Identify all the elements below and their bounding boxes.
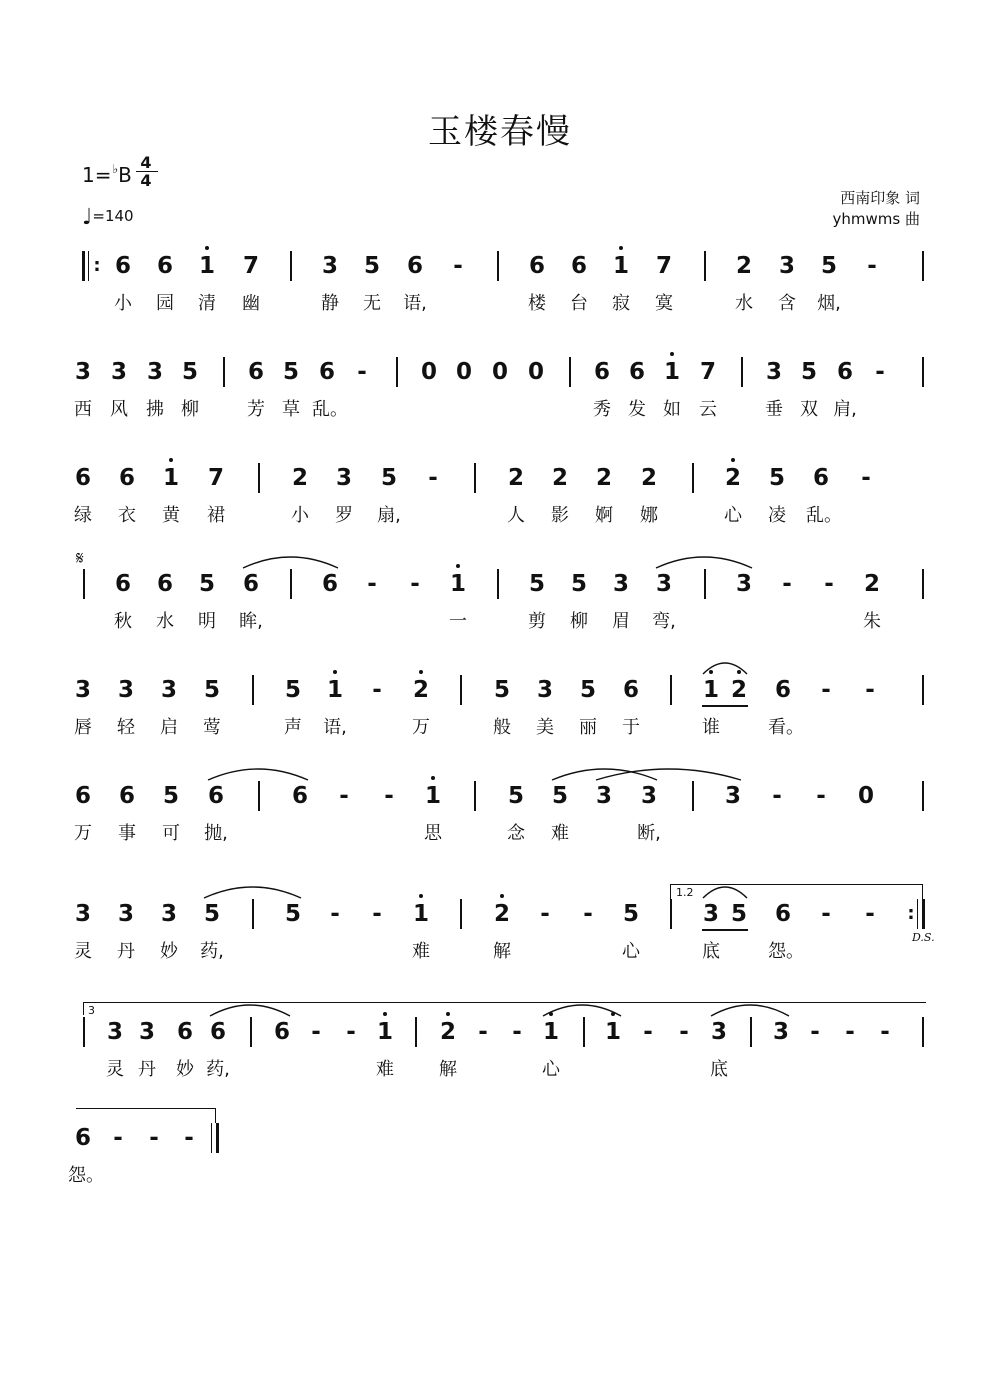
- note: 0: [455, 359, 472, 385]
- note: 3: [335, 465, 352, 491]
- note: 5: [579, 677, 596, 703]
- lyric-syllable: 水: [735, 293, 753, 314]
- note: 3: [146, 359, 163, 385]
- note: 3: [110, 359, 127, 385]
- note: 2: [291, 465, 308, 491]
- lyric-syllable: 风: [110, 399, 128, 420]
- note: 2: [551, 465, 568, 491]
- lyric-syllable: 乱。: [806, 505, 842, 526]
- note: 3: [735, 571, 752, 597]
- note: 5: [380, 465, 397, 491]
- lyric-syllable: 难: [376, 1059, 394, 1080]
- note: 6: [247, 359, 264, 385]
- note: 3: [655, 571, 672, 597]
- repeat-end-dots: :: [907, 903, 915, 924]
- lyric-syllable: 肩,: [833, 399, 857, 420]
- dash-note: -: [875, 359, 885, 385]
- lyric-syllable: 楼: [528, 293, 546, 314]
- note: 1: [663, 359, 680, 385]
- note: 6: [321, 571, 338, 597]
- lyric-syllable: 云: [699, 399, 717, 420]
- note: 7: [242, 253, 259, 279]
- dash-note: -: [821, 677, 831, 703]
- note: 1: [604, 1019, 621, 1045]
- lyric-syllable: 秋: [114, 611, 132, 632]
- lyric-syllable: 扇,: [377, 505, 401, 526]
- note: 6: [74, 465, 91, 491]
- key-tonic: B: [118, 163, 132, 187]
- lyric-syllable: 绿: [74, 505, 92, 526]
- note: 1: [412, 901, 429, 927]
- lyricist-credit: 西南印象 词: [840, 189, 920, 207]
- lyric-syllable: 怨。: [768, 941, 804, 962]
- lyric-syllable: 西: [74, 399, 92, 420]
- lyric-syllable: 柳: [181, 399, 199, 420]
- lyric-syllable: 莺: [203, 717, 221, 738]
- lyric-syllable: 园: [156, 293, 174, 314]
- note: 1: [326, 677, 343, 703]
- lyric-syllable: 丽: [579, 717, 597, 738]
- lyric-syllable: 芳: [247, 399, 265, 420]
- note: 3: [160, 901, 177, 927]
- note: 3: [117, 901, 134, 927]
- lyric-syllable: 药,: [206, 1059, 230, 1080]
- note: 2: [735, 253, 752, 279]
- volta-label-3: 3: [88, 1004, 95, 1017]
- note: 6: [209, 1019, 226, 1045]
- lyric-syllable: 垂: [765, 399, 783, 420]
- note: 2: [863, 571, 880, 597]
- key-prefix: 1=: [82, 163, 112, 187]
- lyric-syllable: 草: [282, 399, 300, 420]
- dash-note: -: [311, 1019, 321, 1045]
- lyric-syllable: 语,: [323, 717, 347, 738]
- lyric-syllable: 罗: [335, 505, 353, 526]
- note: 5: [528, 571, 545, 597]
- note: 6: [628, 359, 645, 385]
- note: 6: [528, 253, 545, 279]
- dash-note: -: [346, 1019, 356, 1045]
- lyric-syllable: 灵: [74, 941, 92, 962]
- note: 3: [117, 677, 134, 703]
- note: 7: [655, 253, 672, 279]
- lyric-syllable: 黄: [162, 505, 180, 526]
- lyric-syllable: 解: [439, 1059, 457, 1080]
- note: 3: [612, 571, 629, 597]
- note: 3: [772, 1019, 789, 1045]
- note: 6: [156, 253, 173, 279]
- lyric-syllable: 人: [507, 505, 525, 526]
- note: 1: [449, 571, 466, 597]
- note: 6: [176, 1019, 193, 1045]
- dash-note: -: [865, 901, 875, 927]
- lyric-syllable: 影: [551, 505, 569, 526]
- lyric-syllable: 发: [628, 399, 646, 420]
- lyric-syllable: 声: [284, 717, 302, 738]
- note: 7: [207, 465, 224, 491]
- note: 0: [527, 359, 544, 385]
- note: 2: [724, 465, 741, 491]
- lyric-syllable: 朱: [863, 611, 881, 632]
- note: 1: [162, 465, 179, 491]
- lyric-syllable: 娜: [640, 505, 658, 526]
- lyric-syllable: 妙: [160, 941, 178, 962]
- dash-note: -: [410, 571, 420, 597]
- note: 5: [198, 571, 215, 597]
- slur: [204, 887, 301, 898]
- dash-note: -: [810, 1019, 820, 1045]
- note: 7: [699, 359, 716, 385]
- dash-note: -: [540, 901, 550, 927]
- lyric-syllable: 裙: [207, 505, 225, 526]
- lyric-syllable: 水: [156, 611, 174, 632]
- repeat-dots: :: [93, 255, 101, 276]
- note: 6: [406, 253, 423, 279]
- note: 6: [622, 677, 639, 703]
- dash-note: -: [679, 1019, 689, 1045]
- dash-note: -: [861, 465, 871, 491]
- note: 6: [74, 783, 91, 809]
- lyric-syllable: 清: [198, 293, 216, 314]
- lyric-syllable: 解: [493, 941, 511, 962]
- note: 5: [820, 253, 837, 279]
- lyric-syllable: 寞: [655, 293, 673, 314]
- note: 6: [836, 359, 853, 385]
- dash-note: -: [357, 359, 367, 385]
- note: 0: [857, 783, 874, 809]
- slur: [210, 1005, 290, 1016]
- lyric-syllable: 烟,: [817, 293, 841, 314]
- note: 5: [181, 359, 198, 385]
- dash-note: -: [880, 1019, 890, 1045]
- slur: [243, 557, 338, 568]
- note: 3: [321, 253, 338, 279]
- lyric-syllable: 寂: [612, 293, 630, 314]
- dash-note: -: [782, 571, 792, 597]
- lyric-syllable: 静: [321, 293, 339, 314]
- note: 2: [493, 901, 510, 927]
- lyric-syllable: 丹: [117, 941, 135, 962]
- dash-note: -: [339, 783, 349, 809]
- lyric-syllable: 于: [622, 717, 640, 738]
- note: 5: [768, 465, 785, 491]
- note: 3: [765, 359, 782, 385]
- note: 1: [612, 253, 629, 279]
- lyric-syllable: 怨。: [68, 1165, 104, 1186]
- volta-label-1-2: 1.2: [676, 886, 694, 899]
- dash-note: -: [478, 1019, 488, 1045]
- dash-note: -: [384, 783, 394, 809]
- note: 1: [542, 1019, 559, 1045]
- lyric-syllable: 美: [536, 717, 554, 738]
- flat-sign: ♭: [112, 162, 119, 176]
- note: 5: [203, 677, 220, 703]
- lyric-syllable: 心: [542, 1059, 560, 1080]
- note: 5: [570, 571, 587, 597]
- dash-note: -: [845, 1019, 855, 1045]
- lyric-syllable: 难: [412, 941, 430, 962]
- lyric-syllable: 启: [160, 717, 178, 738]
- note: 5: [551, 783, 568, 809]
- slur: [208, 769, 308, 780]
- lyric-syllable: 双: [800, 399, 818, 420]
- dash-note: -: [428, 465, 438, 491]
- note: 3: [710, 1019, 727, 1045]
- lyric-syllable: 含: [778, 293, 796, 314]
- time-signature-bottom: 4: [140, 171, 152, 190]
- dash-note: -: [184, 1125, 194, 1151]
- lyric-syllable: 婀: [595, 505, 613, 526]
- lyric-syllable: 药,: [200, 941, 224, 962]
- note: 1: [198, 253, 215, 279]
- note: 6: [156, 571, 173, 597]
- lyric-syllable: 剪: [528, 611, 546, 632]
- note: 6: [114, 571, 131, 597]
- note: 0: [420, 359, 437, 385]
- note: 3: [138, 1019, 155, 1045]
- note: 3: [160, 677, 177, 703]
- lyric-syllable: 眸,: [239, 611, 263, 632]
- composer-credit: yhmwms 曲: [832, 210, 920, 228]
- note: 6: [570, 253, 587, 279]
- dash-note: -: [583, 901, 593, 927]
- lyric-syllable: 万: [74, 823, 92, 844]
- lyric-syllable: 幽: [242, 293, 260, 314]
- song-title: 玉楼春慢: [428, 112, 572, 152]
- note: 6: [774, 901, 791, 927]
- lyric-syllable: 谁: [702, 717, 720, 738]
- note: 6: [273, 1019, 290, 1045]
- lyric-syllable: 弯,: [652, 611, 676, 632]
- note: 2: [412, 677, 429, 703]
- lyric-syllable: 丹: [138, 1059, 156, 1080]
- note: 6: [774, 677, 791, 703]
- dash-note: -: [821, 901, 831, 927]
- note: 5: [363, 253, 380, 279]
- dash-note: -: [865, 677, 875, 703]
- note: 1: [424, 783, 441, 809]
- note: 2: [507, 465, 524, 491]
- dash-note: -: [824, 571, 834, 597]
- note: 5: [284, 677, 301, 703]
- note: 6: [114, 253, 131, 279]
- note: 5: [493, 677, 510, 703]
- dash-note: -: [772, 783, 782, 809]
- lyric-syllable: 乱。: [312, 399, 348, 420]
- note: 6: [242, 571, 259, 597]
- lyric-syllable: 底: [710, 1059, 728, 1080]
- lyric-syllable: 台: [570, 293, 588, 314]
- note: 2: [730, 677, 747, 703]
- note: 6: [593, 359, 610, 385]
- lyric-syllable: 秀: [593, 399, 611, 420]
- note: 6: [207, 783, 224, 809]
- lyric-syllable: 万: [412, 717, 430, 738]
- note: 3: [74, 901, 91, 927]
- lyric-syllable: 念: [507, 823, 525, 844]
- slur: [703, 663, 747, 674]
- note: 2: [595, 465, 612, 491]
- note: 1: [376, 1019, 393, 1045]
- note: 5: [622, 901, 639, 927]
- note: 1: [702, 677, 719, 703]
- note: 5: [730, 901, 747, 927]
- lyric-syllable: 唇: [74, 717, 92, 738]
- note: 2: [640, 465, 657, 491]
- note: 6: [812, 465, 829, 491]
- lyric-syllable: 底: [702, 941, 720, 962]
- note: 3: [640, 783, 657, 809]
- slur: [543, 1005, 621, 1016]
- dash-note: -: [512, 1019, 522, 1045]
- note: 5: [507, 783, 524, 809]
- tempo-text: =140: [92, 207, 134, 225]
- note: 3: [106, 1019, 123, 1045]
- note: 3: [536, 677, 553, 703]
- lyric-syllable: 可: [162, 823, 180, 844]
- note: 5: [162, 783, 179, 809]
- lyric-syllable: 小: [291, 505, 309, 526]
- lyric-syllable: 拂: [146, 399, 164, 420]
- note: 6: [118, 783, 135, 809]
- lyric-syllable: 如: [663, 399, 681, 420]
- lyric-syllable: 心: [724, 505, 742, 526]
- dash-note: -: [453, 253, 463, 279]
- note: 5: [282, 359, 299, 385]
- quarter-note-icon: ♩: [82, 205, 93, 230]
- lyric-syllable: 妙: [176, 1059, 194, 1080]
- lyric-syllable: 无: [363, 293, 381, 314]
- note: 5: [203, 901, 220, 927]
- note: 3: [724, 783, 741, 809]
- note: 3: [778, 253, 795, 279]
- lyric-syllable: 柳: [570, 611, 588, 632]
- dash-note: -: [330, 901, 340, 927]
- lyric-syllable: 难: [551, 823, 569, 844]
- lyric-syllable: 眉: [612, 611, 630, 632]
- note: 5: [284, 901, 301, 927]
- note: 5: [800, 359, 817, 385]
- lyric-syllable: 衣: [118, 505, 136, 526]
- lyric-syllable: 轻: [117, 717, 135, 738]
- note: 3: [702, 901, 719, 927]
- dash-note: -: [372, 901, 382, 927]
- lyric-syllable: 思: [424, 823, 442, 844]
- note: 2: [439, 1019, 456, 1045]
- dash-note: -: [372, 677, 382, 703]
- dash-note: -: [643, 1019, 653, 1045]
- note: 6: [118, 465, 135, 491]
- note: 0: [491, 359, 508, 385]
- dash-note: -: [113, 1125, 123, 1151]
- note: 3: [74, 359, 91, 385]
- dash-note: -: [149, 1125, 159, 1151]
- slur: [656, 557, 752, 568]
- note: 6: [318, 359, 335, 385]
- slur: [596, 769, 741, 780]
- lyric-syllable: 明: [198, 611, 216, 632]
- note: 6: [74, 1125, 91, 1151]
- lyric-syllable: 小: [114, 293, 132, 314]
- lyric-syllable: 般: [493, 717, 511, 738]
- lyric-syllable: 看。: [768, 717, 804, 738]
- note: 3: [74, 677, 91, 703]
- lyric-syllable: 一: [449, 611, 467, 632]
- lyric-syllable: 凌: [768, 505, 786, 526]
- segno-icon: 𝄋: [76, 548, 84, 569]
- lyric-syllable: 抛,: [204, 823, 228, 844]
- dash-note: -: [816, 783, 826, 809]
- lyric-syllable: 断,: [637, 823, 661, 844]
- lyric-syllable: 心: [622, 941, 640, 962]
- slur: [711, 1005, 789, 1016]
- lyric-syllable: 灵: [106, 1059, 124, 1080]
- note: 6: [291, 783, 308, 809]
- slur: [703, 887, 747, 898]
- lyric-syllable: 语,: [403, 293, 427, 314]
- ds-marking: D.S.: [912, 931, 935, 944]
- dash-note: -: [367, 571, 377, 597]
- lyric-syllable: 事: [118, 823, 136, 844]
- time-signature-top: 4: [140, 153, 152, 172]
- dash-note: -: [867, 253, 877, 279]
- note: 3: [595, 783, 612, 809]
